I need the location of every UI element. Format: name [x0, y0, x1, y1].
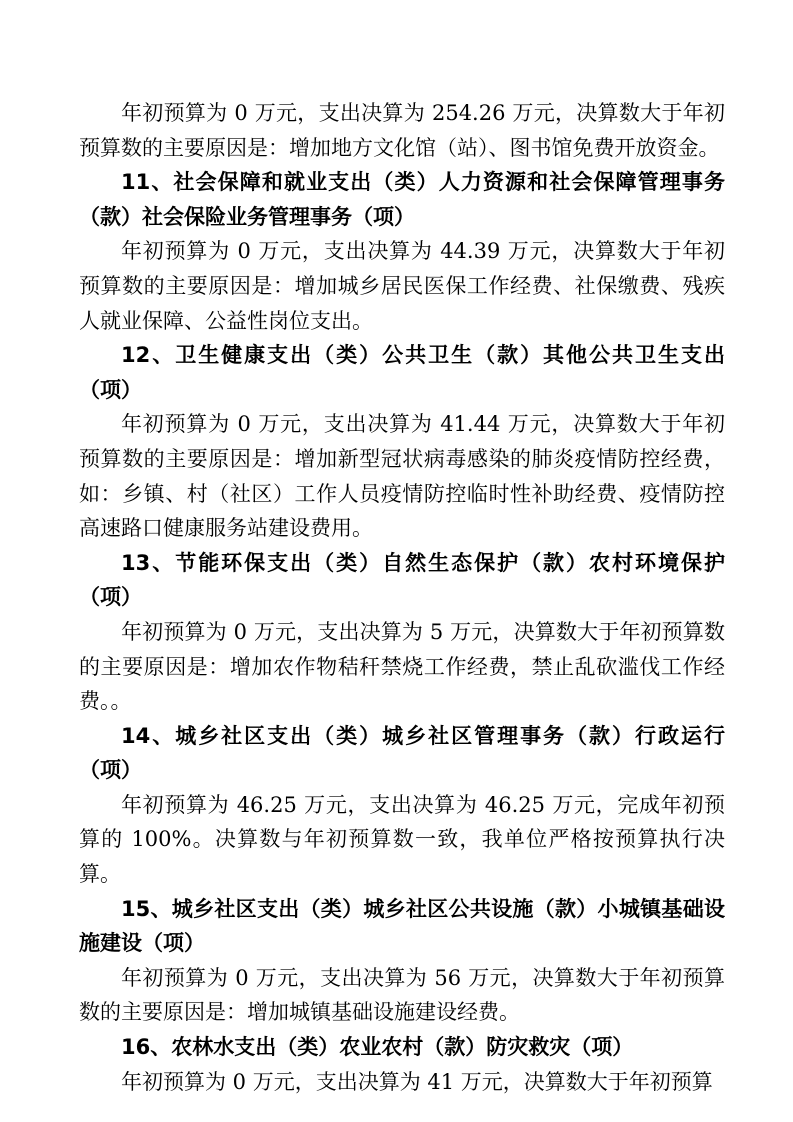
paragraph-item-11: 年初预算为 0 万元，支出决算为 44.39 万元，决算数大于年初预算数的主要原因是：增加城乡居民医保工作经费、社保缴费、残疾人就业保障、公益性岗位支出。 [79, 239, 725, 333]
heading-item-15: 15、城乡社区支出（类）城乡社区公共设施（款）小城镇基础设施建设（项） [79, 896, 725, 956]
heading-item-11: 11、社会保障和就业支出（类）人力资源和社会保障管理事务（款）社会保险业务管理事务（项） [79, 170, 725, 229]
paragraph-item-12: 年初预算为 0 万元，支出决算为 41.44 万元，决算数大于年初预算数的主要原因是：增加新型冠状病毒感染的肺炎疫情防控经费，如：乡镇、村（社区）工作人员疫情防控临时性补助经费、疫情防控高速路口健康服务站建设费用。 [79, 412, 725, 541]
paragraph-item-14: 年初预算为 46.25 万元，支出决算为 46.25 万元，完成年初预算的 100%。决算数与年初预算数一致，我单位严格按预算执行决算。 [79, 792, 725, 887]
heading-item-13: 13、节能环保支出（类）自然生态保护（款）农村环境保护（项） [79, 550, 725, 610]
heading-item-16: 16、农林水支出（类）农业农村（款）防灾救灾（项） [121, 1035, 634, 1060]
document-body [79, 96, 725, 1099]
heading-item-12: 12、卫生健康支出（类）公共卫生（款）其他公共卫生支出（项） [79, 343, 725, 402]
paragraph-culture-funds: 年初预算为 0 万元，支出决算为 254.26 万元，决算数大于年初预算数的主要原因是：增加地方文化馆（站）、图书馆免费开放资金。 [79, 101, 725, 160]
heading-item-14: 14、城乡社区支出（类）城乡社区管理事务（款）行政运行（项） [79, 723, 725, 783]
paragraph-item-16: 年初预算为 0 万元，支出决算为 41 万元，决算数大于年初预算 [121, 1069, 713, 1094]
paragraph-item-13: 年初预算为 0 万元，支出决算为 5 万元，决算数大于年初预算数的主要原因是：增加农作物秸秆禁烧工作经费，禁止乱砍滥伐工作经费。。 [79, 619, 725, 714]
paragraph-item-15: 年初预算为 0 万元，支出决算为 56 万元，决算数大于年初预算数的主要原因是：增加城镇基础设施建设经费。 [79, 965, 725, 1025]
